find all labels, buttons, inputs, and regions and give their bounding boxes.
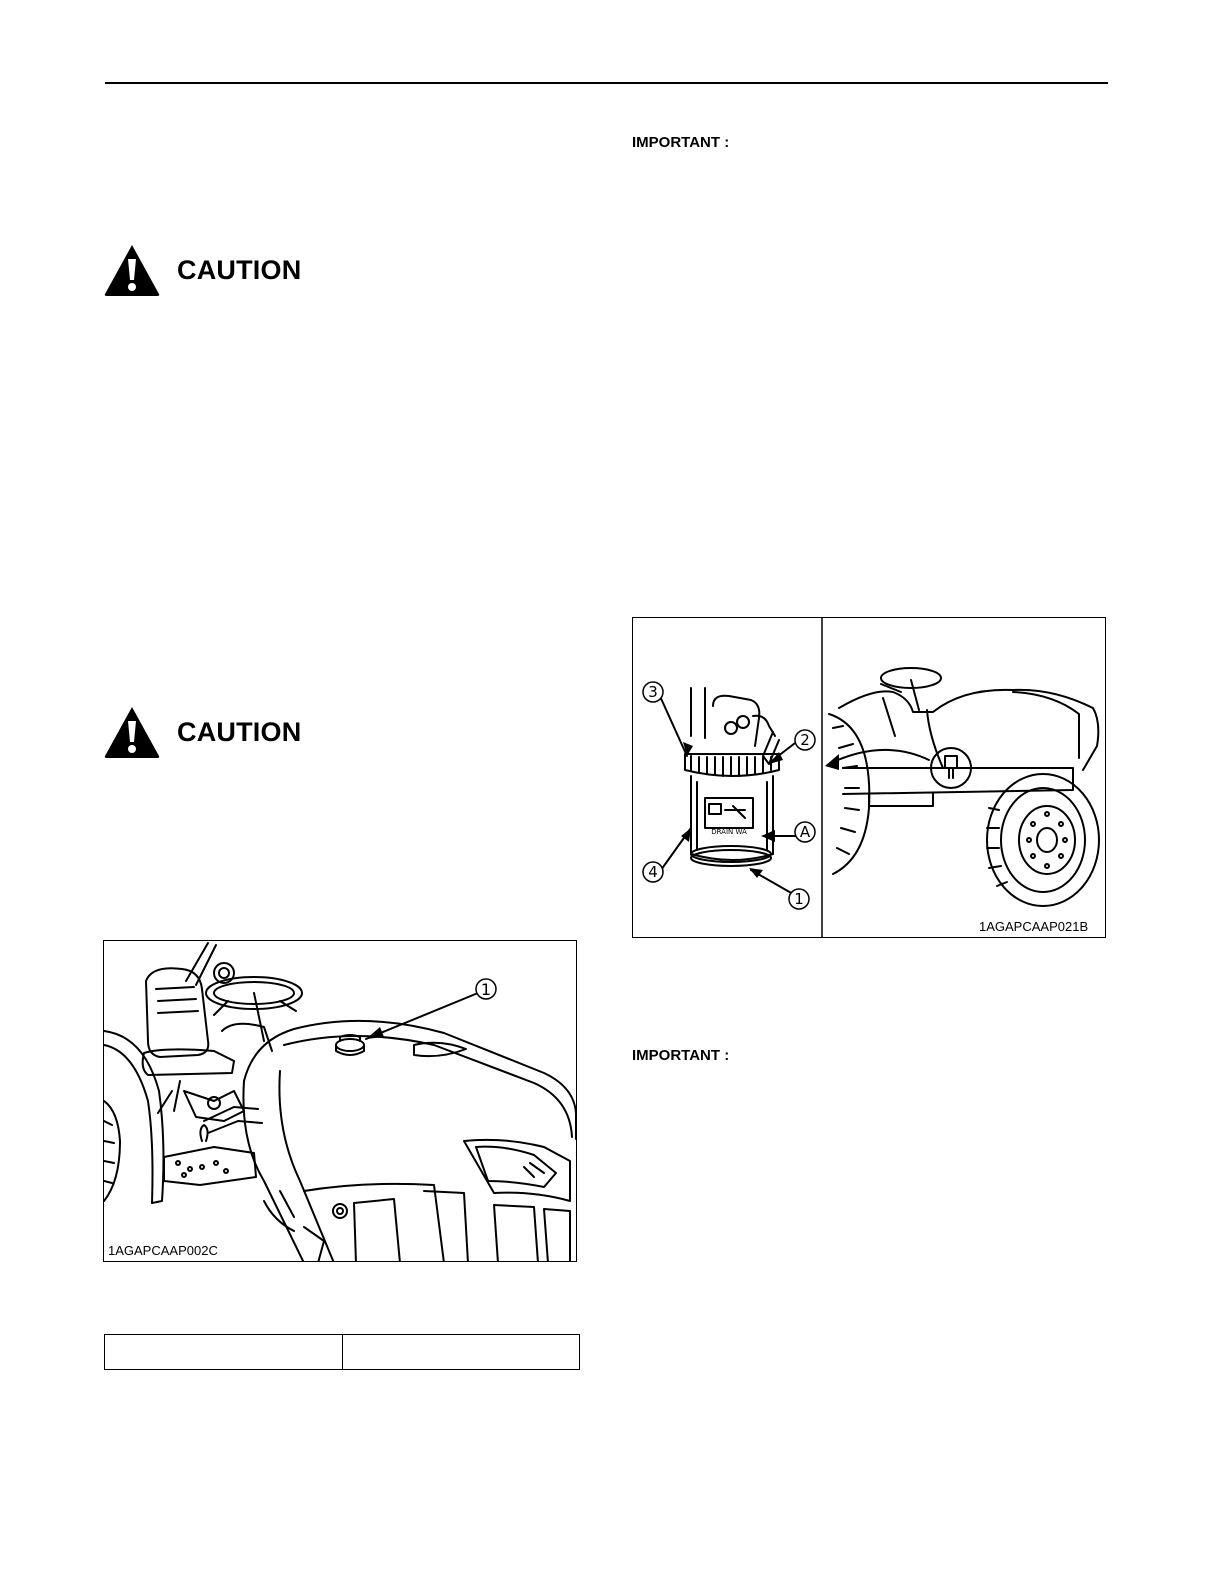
caution-label: CAUTION <box>177 255 302 285</box>
figure-code: 1AGAPCAAP002C <box>108 1243 218 1258</box>
callout-1: 1 <box>480 980 492 999</box>
callout-3: 3 <box>648 683 658 701</box>
callout-4: 4 <box>648 863 658 881</box>
spec-table <box>104 1334 580 1370</box>
caution-label: CAUTION <box>177 717 302 747</box>
bowl-label: DRAIN WA <box>711 828 747 836</box>
callout-A: A <box>799 823 811 841</box>
table-cell <box>105 1335 343 1370</box>
table-cell <box>342 1335 580 1370</box>
fuel-filter-illustration <box>633 618 1106 938</box>
callout-2: 2 <box>800 731 810 749</box>
caution-block-2 <box>103 705 363 759</box>
fuel-filter-figure <box>632 617 1106 938</box>
warning-triangle-icon <box>103 705 161 759</box>
warning-triangle-icon <box>103 243 161 297</box>
caution-block-1 <box>103 243 363 297</box>
callout-1: 1 <box>794 890 804 908</box>
fuel-tank-figure <box>103 940 577 1262</box>
header-rule <box>105 82 1108 84</box>
tractor-hood-illustration <box>104 941 577 1262</box>
important-label-1: IMPORTANT : <box>632 134 730 151</box>
table-row <box>105 1335 580 1370</box>
important-label-2: IMPORTANT : <box>632 1047 730 1064</box>
figure-code: 1AGAPCAAP021B <box>979 919 1089 934</box>
